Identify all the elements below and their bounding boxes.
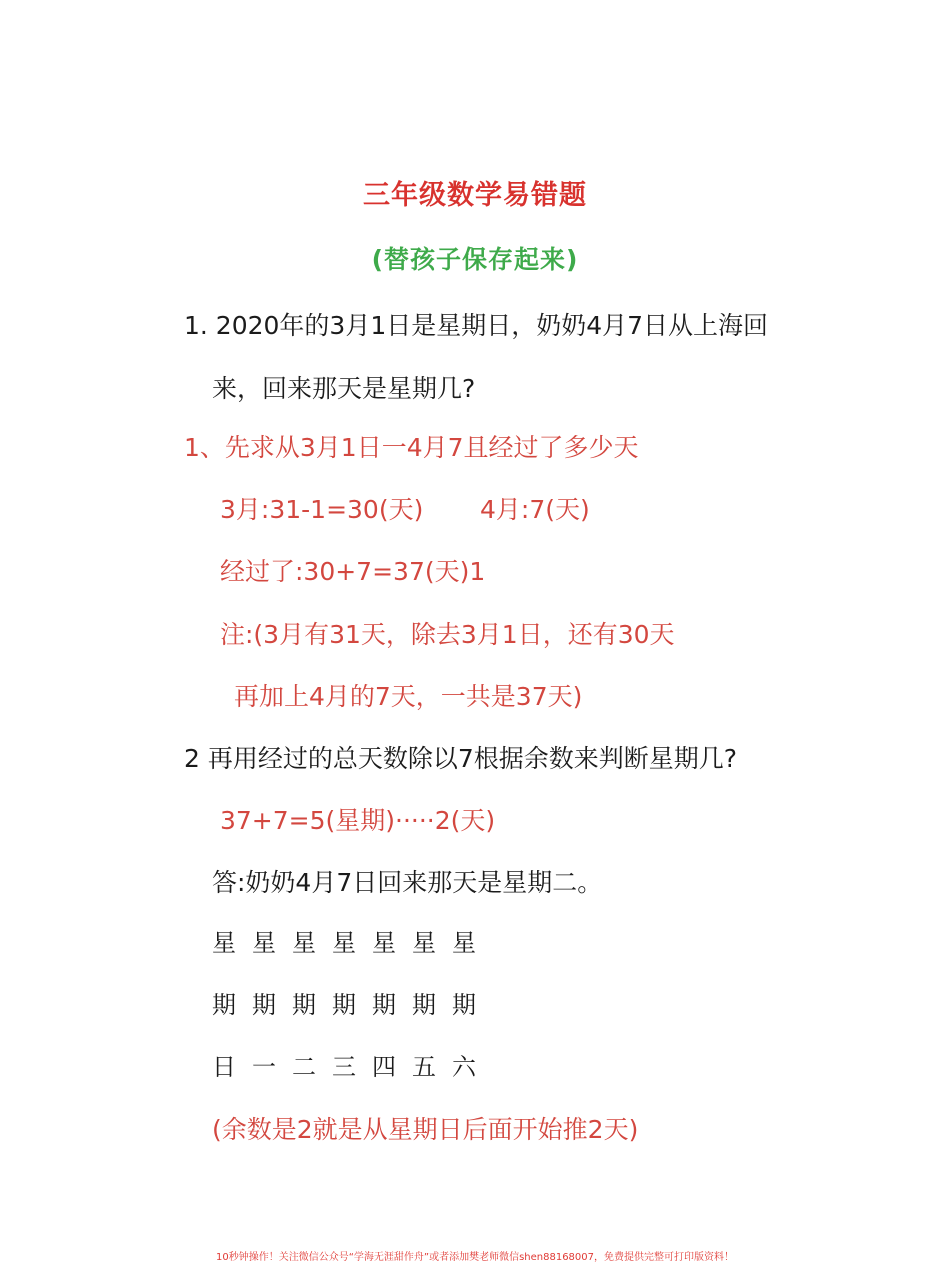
step1-note-line-2: 再加上4月的7天，一共是37天) — [234, 682, 583, 711]
grid-cell: 四 — [372, 1053, 396, 1081]
weekday-grid-row-3 — [212, 1055, 492, 1079]
weekday-grid-row-2 — [212, 993, 492, 1017]
question-line-2: 来，回来那天是星期几? — [212, 374, 476, 403]
grid-cell: 星 — [452, 929, 476, 957]
grid-cell: 期 — [412, 991, 436, 1019]
grid-cell: 六 — [452, 1053, 476, 1081]
remainder-note: (余数是2就是从星期日后面开始推2天) — [212, 1115, 639, 1144]
footer-notice: 10秒钟操作！关注微信公众号“学海无涯甜作舟”或者添加樊老师微信shen88168007，免费提供完整可打印版资料！ — [215, 1252, 735, 1263]
grid-cell: 期 — [292, 991, 316, 1019]
grid-cell: 星 — [292, 929, 316, 957]
step1-note-line-1: 注:(3月有31天，除去3月1日，还有30天 — [220, 620, 675, 649]
page-title: 三年级数学易错题 — [363, 180, 587, 211]
question-line-1: 1. 2020年的3月1日是星期日，奶奶4月7日从上海回 — [184, 311, 769, 340]
step1-total: 经过了:30+7=37(天)1 — [220, 557, 486, 586]
grid-cell: 星 — [372, 929, 396, 957]
weekday-grid-row-1 — [212, 931, 492, 955]
step2-calc: 37+7=5(星期)·····2(天) — [220, 806, 496, 835]
grid-cell: 期 — [212, 991, 236, 1019]
grid-cell: 星 — [252, 929, 276, 957]
grid-cell: 期 — [372, 991, 396, 1019]
grid-cell: 星 — [212, 929, 236, 957]
grid-cell: 日 — [212, 1053, 236, 1081]
step1-april-calc: 4月:7(天) — [480, 495, 590, 524]
step1-march-calc: 3月:31-1=30(天) — [220, 495, 424, 524]
step1-heading: 1、先求从3月1日一4月7且经过了多少天 — [184, 433, 639, 462]
grid-cell: 期 — [252, 991, 276, 1019]
grid-cell: 期 — [332, 991, 356, 1019]
step2-answer: 答:奶奶4月7日回来那天是星期二。 — [212, 868, 603, 897]
grid-cell: 期 — [452, 991, 476, 1019]
grid-cell: 星 — [332, 929, 356, 957]
grid-cell: 一 — [252, 1053, 276, 1081]
grid-cell: 三 — [332, 1053, 356, 1081]
grid-cell: 星 — [412, 929, 436, 957]
step2-heading: 2 再用经过的总天数除以7根据余数来判断星期几? — [184, 744, 738, 773]
grid-cell: 五 — [412, 1053, 436, 1081]
grid-cell: 二 — [292, 1053, 316, 1081]
page-subtitle: (替孩子保存起来) — [371, 245, 579, 274]
